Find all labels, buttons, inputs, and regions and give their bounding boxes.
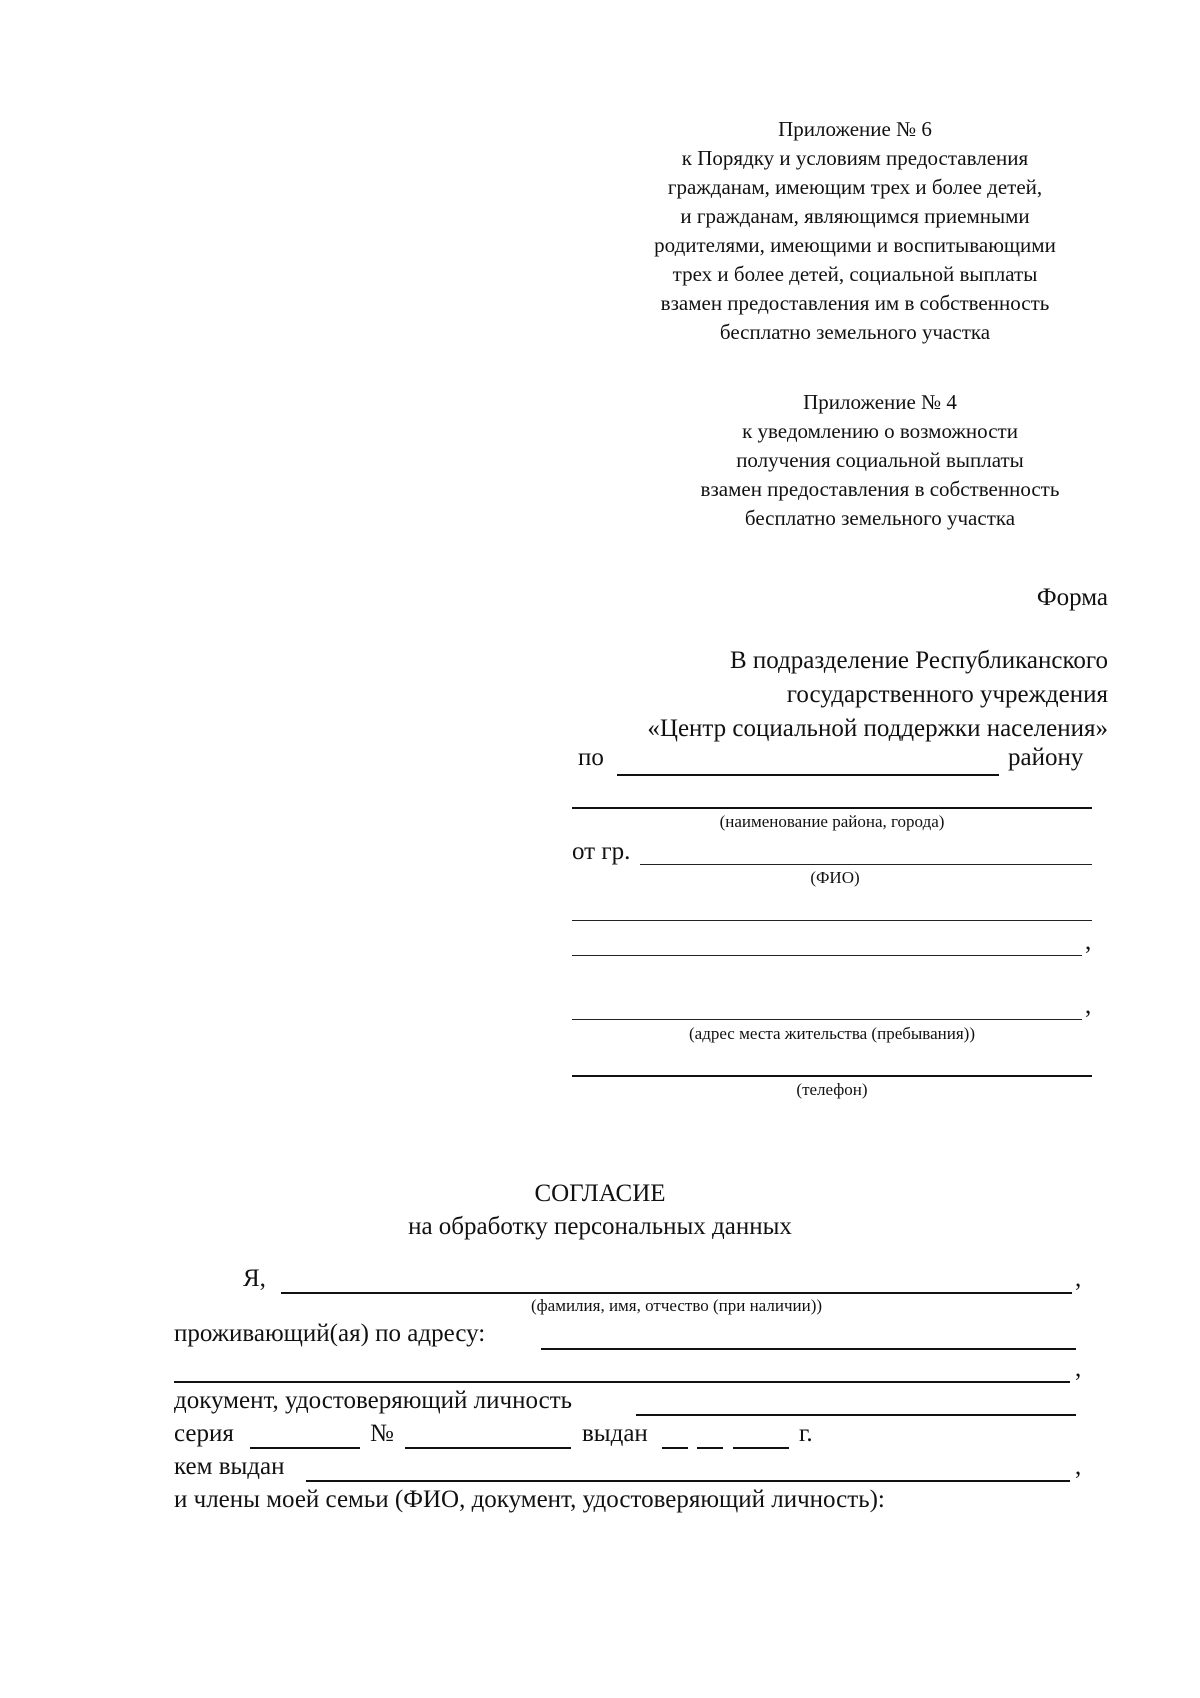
appendix-6-line: и гражданам, являющимся приемными xyxy=(680,204,1030,228)
address-caption: (адрес места жительства (пребывания)) xyxy=(688,1024,975,1043)
residence-address-field[interactable] xyxy=(541,1348,1076,1350)
family-members-label: и члены моей семьи (ФИО, документ, удостоверяющий личность): xyxy=(174,1486,885,1513)
id-document-label: документ, удостоверяющий личность xyxy=(174,1387,573,1414)
appendix-6-line: Приложение № 6 xyxy=(778,117,932,141)
issue-day-field[interactable] xyxy=(662,1447,688,1449)
address-field-3[interactable] xyxy=(572,1019,1082,1020)
residence-address-field-2[interactable] xyxy=(174,1381,1070,1383)
appendix-6-line: к Порядку и условиям предоставления xyxy=(681,146,1029,170)
phone-field[interactable] xyxy=(572,1075,1092,1077)
consent-title: СОГЛАСИЕ xyxy=(534,1180,666,1207)
address-comma-2: , xyxy=(1085,992,1092,1019)
appendix-4-line: бесплатно земельного участка xyxy=(744,506,1016,530)
appendix-6-line: гражданам, имеющим трех и более детей, xyxy=(667,175,1043,199)
district-caption: (наименование района, города) xyxy=(719,812,945,831)
addressee-line-3: «Центр социальной поддержки населения» xyxy=(647,715,1108,742)
address-comma-1: , xyxy=(1085,928,1092,955)
addressee-line-2: государственного учреждения xyxy=(786,681,1108,708)
form-label: Форма xyxy=(1036,584,1108,611)
issued-by-field[interactable] xyxy=(306,1480,1070,1482)
addressee-line-1: В подразделение Республиканского xyxy=(729,647,1108,674)
number-label: № xyxy=(370,1420,394,1447)
full-name-caption: (фамилия, имя, отчество (при наличии)) xyxy=(530,1296,823,1315)
appendix-6-line: трех и более детей, социальной выплаты xyxy=(672,262,1038,286)
phone-caption: (телефон) xyxy=(796,1080,868,1099)
series-field[interactable] xyxy=(250,1447,360,1449)
consent-subtitle: на обработку персональных данных xyxy=(408,1213,792,1240)
series-label: серия xyxy=(174,1420,234,1447)
district-field[interactable] xyxy=(617,774,999,776)
rayonu-label: району xyxy=(1008,744,1084,771)
appendix-6-line: взамен предоставления им в собственность xyxy=(660,291,1050,315)
appendix-4-line: взамен предоставления в собственность xyxy=(700,477,1060,501)
po-label: по xyxy=(578,744,604,771)
issued-label: выдан xyxy=(582,1420,648,1447)
appendix-6-line: родителями, имеющими и воспитывающими xyxy=(654,233,1056,257)
appendix-6-line: бесплатно земельного участка xyxy=(719,320,991,344)
appendix-4-header xyxy=(650,388,1110,533)
appendix-4-line: Приложение № 4 xyxy=(803,390,957,414)
issue-year-field[interactable] xyxy=(733,1447,789,1449)
number-field[interactable] xyxy=(405,1447,571,1449)
appendix-4-line: к уведомлению о возможности xyxy=(742,419,1018,443)
issued-by-label: кем выдан xyxy=(174,1453,285,1480)
ya-label: Я, xyxy=(243,1265,266,1292)
id-document-field[interactable] xyxy=(636,1414,1076,1416)
address-field-2[interactable] xyxy=(572,955,1082,956)
issue-month-field[interactable] xyxy=(697,1447,723,1449)
appendix-6-header xyxy=(595,115,1115,347)
residing-label: проживающий(ая) по адресу: xyxy=(174,1320,486,1347)
fio-field[interactable] xyxy=(640,864,1092,865)
address-field-1[interactable] xyxy=(572,920,1092,921)
district-field-continued[interactable] xyxy=(572,807,1092,809)
name-comma: , xyxy=(1075,1265,1082,1292)
full-name-field[interactable] xyxy=(281,1292,1072,1294)
from-label: от гр. xyxy=(572,838,631,865)
appendix-4-line: получения социальной выплаты xyxy=(736,448,1024,472)
addressee-block xyxy=(580,644,1108,746)
residence-comma: , xyxy=(1075,1355,1082,1382)
year-suffix: г. xyxy=(799,1420,813,1447)
fio-caption: (ФИО) xyxy=(810,868,860,887)
issued-by-comma: , xyxy=(1075,1453,1082,1480)
